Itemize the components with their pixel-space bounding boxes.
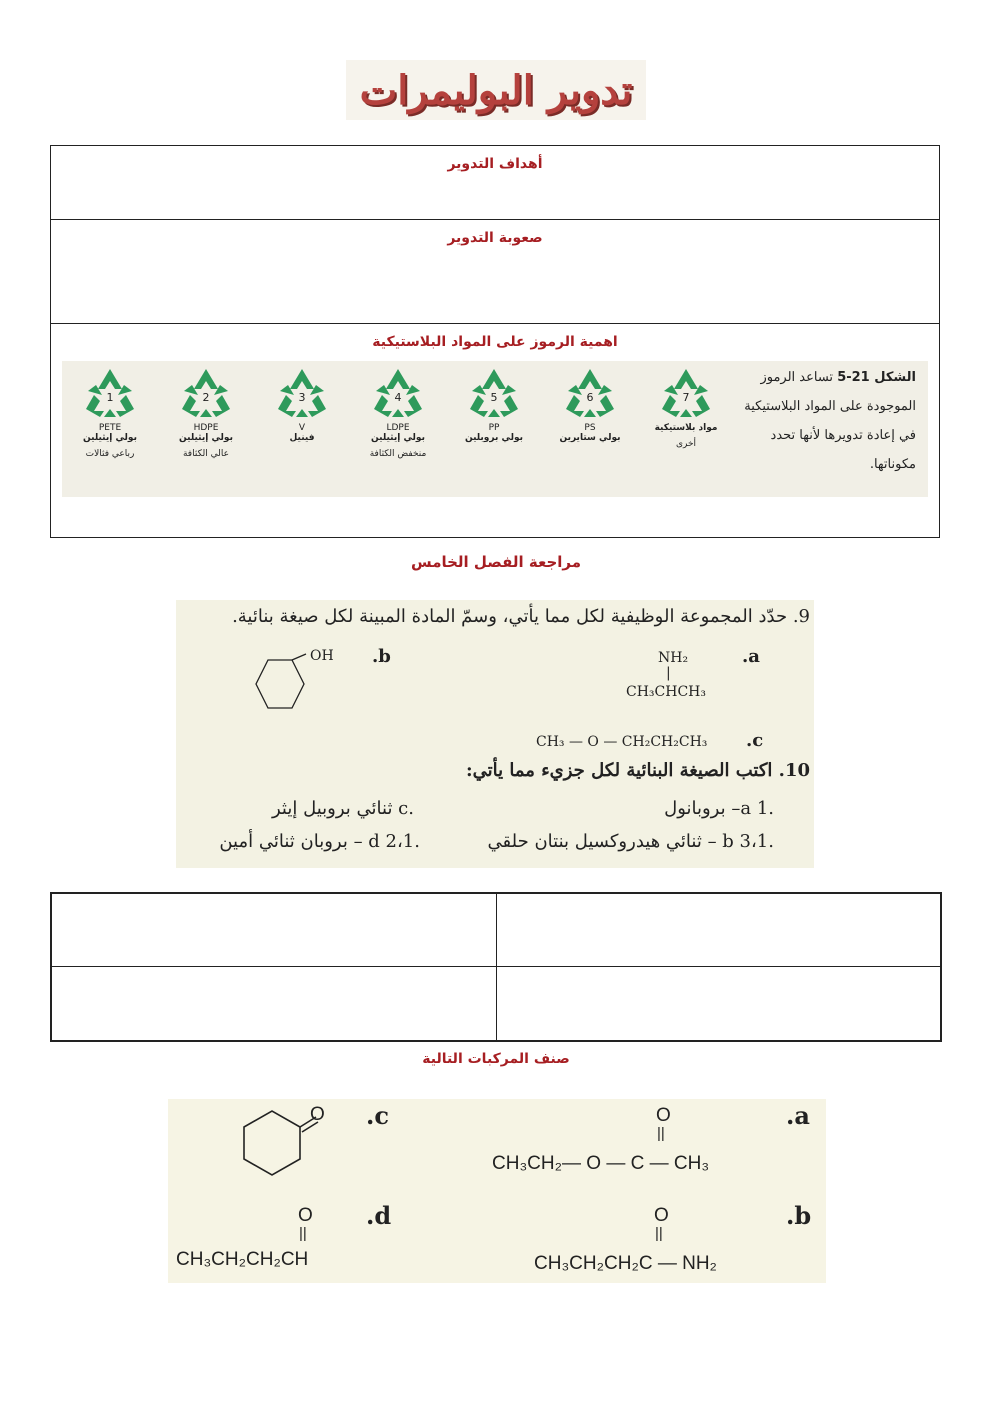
- recycle-abbr: LDPE: [386, 423, 410, 433]
- recycle-symbol-4: [356, 365, 440, 459]
- symbols-heading: اهمية الرموز على المواد البلاستيكية: [372, 334, 618, 350]
- caption-line-2: الموجودة على المواد البلاستيكية: [744, 399, 916, 414]
- goals-heading: أهداف التدوير: [447, 156, 543, 172]
- recycle-name: بولي إيثيلين: [83, 433, 137, 443]
- recycle-abbr: PP: [488, 423, 500, 433]
- answer-cell-2[interactable]: [496, 893, 941, 967]
- recycle-abbr: PS: [584, 423, 596, 433]
- recycle-name: مواد بلاستيكية: [654, 423, 718, 433]
- title-banner: [346, 60, 646, 120]
- q9-c-label: .c: [746, 730, 764, 751]
- recycle-icon: [370, 365, 426, 421]
- q9-c-formula: CH₃ — O — CH₂CH₂CH₃: [536, 734, 708, 750]
- recycle-name: بولي بروبلين: [464, 433, 524, 443]
- recycle-figure: [62, 361, 928, 497]
- recycle-icon: [274, 365, 330, 421]
- compound-b-oxygen: O: [654, 1205, 669, 1226]
- recycle-number: 1: [106, 391, 114, 404]
- question-9: 9. حدّد المجموعة الوظيفية لكل مما يأتي، وسمّ المادة المبينة لكل صيغة بنائية.: [232, 606, 810, 627]
- difficulty-heading: صعوبة التدوير: [447, 230, 543, 246]
- answer-cell-3[interactable]: [51, 966, 497, 1041]
- recycle-abbr: HDPE: [193, 423, 219, 433]
- compound-b-double-bond: ||: [655, 1225, 663, 1242]
- compound-d-formula: CH₃CH₂CH₂CH: [176, 1249, 309, 1270]
- q9-a-bond: |: [666, 665, 671, 681]
- recycle-name: فينيل: [289, 433, 315, 443]
- recycle-number: 5: [490, 391, 498, 404]
- recycle-name: بولي إيثيلين: [371, 433, 425, 443]
- q9-b-label: .b: [372, 646, 391, 667]
- compound-a-double-bond: ||: [657, 1125, 665, 1142]
- recycle-icon: [466, 365, 522, 421]
- compound-d-label: .d: [366, 1201, 392, 1230]
- compound-a-oxygen: O: [656, 1105, 671, 1126]
- difficulty-section: [50, 219, 940, 324]
- page-title: تدوير البوليمرات: [359, 66, 633, 114]
- cyclohexane-ring: [256, 660, 304, 708]
- cyclohexanone-ring: [244, 1111, 300, 1175]
- q9-a-nh2: NH₂: [658, 650, 689, 666]
- recycle-icon: [82, 365, 138, 421]
- recycle-name-2: منخفض الكثافة: [369, 449, 427, 459]
- recycle-abbr: V: [298, 423, 306, 433]
- recycle-number: 3: [298, 391, 306, 404]
- compound-b-label: .b: [786, 1201, 812, 1230]
- recycle-symbol-6: [548, 365, 632, 449]
- q10-b: .b 3،1 – ثنائي هيدروكسيل بنتان حلقي: [487, 831, 774, 852]
- recycle-icon: [658, 365, 714, 421]
- recycle-name-2: عالي الكثافة: [182, 449, 229, 459]
- recycle-icon: [178, 365, 234, 421]
- figure-caption: [726, 363, 916, 479]
- recycle-symbol-7: [644, 365, 728, 449]
- answer-grid: [50, 892, 942, 1042]
- q9-b-oh: OH: [310, 648, 334, 664]
- compound-d-oxygen: O: [298, 1205, 313, 1226]
- q10-c: .c ثنائي بروبيل إيثر: [271, 798, 414, 819]
- q10-d: .d 2،1 – بروبان ثنائي أمين: [219, 831, 420, 852]
- caption-line-1: تساعد الرموز: [760, 370, 834, 385]
- q9-a-label: .a: [742, 646, 760, 667]
- recycle-name-2: أخرى: [675, 439, 697, 449]
- compound-d-double-bond: ||: [299, 1225, 307, 1242]
- q9-a-formula: CH₃CHCH₃: [626, 684, 706, 700]
- recycle-symbol-5: [452, 365, 536, 449]
- answer-cell-1[interactable]: [51, 893, 497, 967]
- recycle-icon: [562, 365, 618, 421]
- recycle-abbr: PETE: [98, 423, 122, 433]
- recycle-number: 2: [202, 391, 210, 404]
- recycle-number: 7: [682, 391, 690, 404]
- compound-c-label: .c: [366, 1101, 389, 1130]
- compounds-panel: [168, 1099, 826, 1283]
- recycle-number: 4: [394, 391, 402, 404]
- review-heading: مراجعة الفصل الخامس: [410, 553, 582, 571]
- caption-line-4: مكوناتها.: [869, 457, 916, 472]
- recycle-symbol-1: [68, 365, 152, 459]
- compound-a-label: .a: [786, 1101, 810, 1130]
- compound-b-formula: CH₃CH₂CH₂C — NH₂: [534, 1253, 717, 1274]
- compound-a-formula: CH₃CH₂— O — C — CH₃: [492, 1153, 710, 1174]
- question-10: 10. اكتب الصيغة البنائية لكل جزيء مما يأتي:: [465, 760, 810, 781]
- compound-c-oxygen: O: [310, 1104, 325, 1125]
- recycle-name-2: رباعي فثالات: [85, 449, 135, 459]
- recycle-symbol-3: [260, 365, 344, 449]
- recycle-name: بولي إيثيلين: [179, 433, 233, 443]
- q10-a: .a 1– بروبانول: [664, 798, 774, 819]
- recycle-symbol-2: [164, 365, 248, 459]
- figure-label: الشكل 21-5: [837, 370, 916, 385]
- oh-bond: [292, 654, 306, 660]
- questions-panel: [176, 600, 814, 868]
- caption-line-3: في إعادة تدويرها لأنها تحدد: [770, 428, 916, 443]
- classify-heading: صنف المركبات التالية: [422, 1051, 570, 1067]
- recycle-number: 6: [586, 391, 594, 404]
- recycle-name: بولي ستايرين: [559, 433, 621, 443]
- answer-cell-4[interactable]: [496, 966, 941, 1041]
- goals-section: [50, 145, 940, 220]
